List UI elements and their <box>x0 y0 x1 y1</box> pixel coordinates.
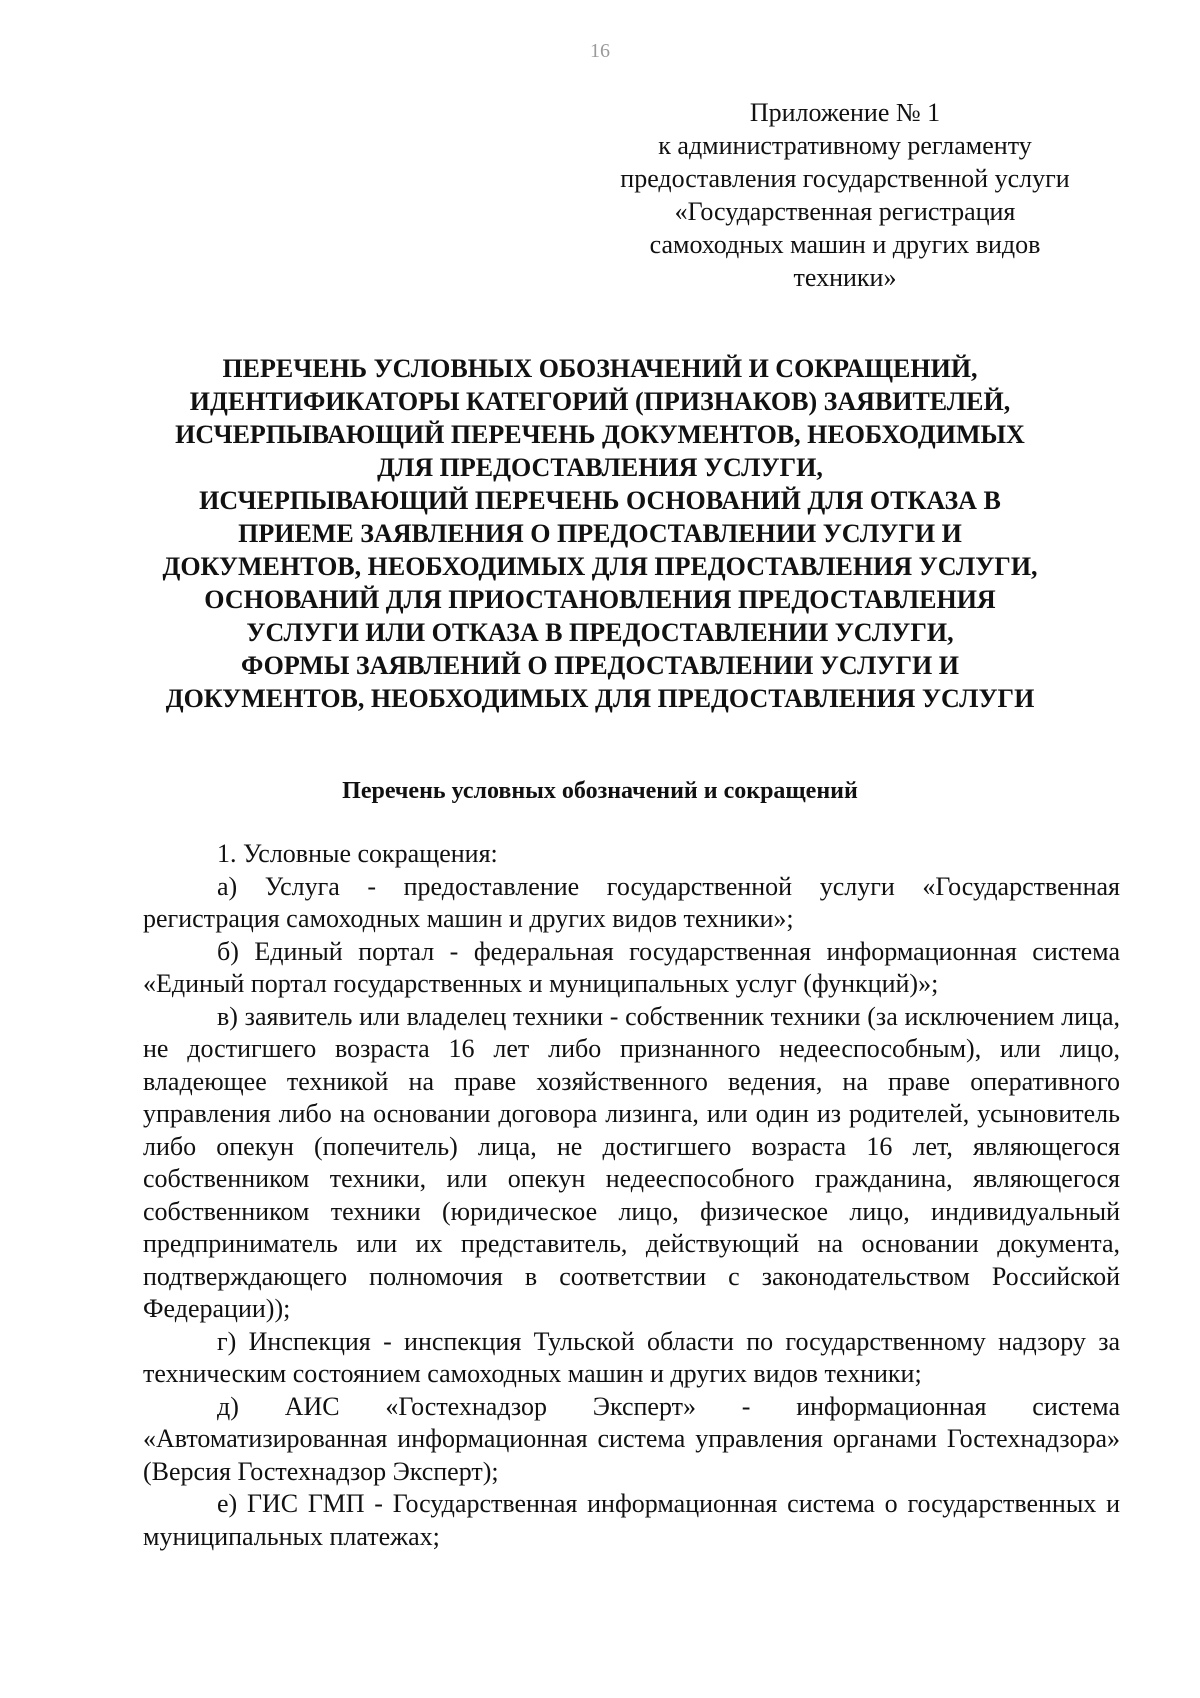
appendix-header <box>600 96 1090 294</box>
title-line: ПРИЕМЕ ЗАЯВЛЕНИЯ О ПРЕДОСТАВЛЕНИИ УСЛУГИ И <box>238 519 962 548</box>
document-body <box>143 838 1120 1553</box>
page-number: 16 <box>590 40 610 62</box>
title-line: ОСНОВАНИЙ ДЛЯ ПРИОСТАНОВЛЕНИЯ ПРЕДОСТАВЛЕНИЯ <box>204 585 996 614</box>
title-line: ИДЕНТИФИКАТОРЫ КАТЕГОРИЙ (ПРИЗНАКОВ) ЗАЯВИТЕЛЕЙ, <box>189 387 1011 416</box>
paragraph-conventional-abbreviations: 1. Условные сокращения: <box>217 839 498 868</box>
appendix-line: к административному регламенту <box>658 131 1032 160</box>
paragraph-a-service: а) Услуга - предоставление государственной услуги «Государственная регистрация самоходных машин и других видов техники»; <box>143 871 1120 933</box>
paragraph-b-unified-portal: б) Единый портал - федеральная государственная информационная система «Единый портал государственных и муниципальных услуг (функций)»; <box>143 936 1120 998</box>
title-line: ПЕРЕЧЕНЬ УСЛОВНЫХ ОБОЗНАЧЕНИЙ И СОКРАЩЕНИЙ, <box>222 354 978 383</box>
paragraph-d-ais: д) АИС «Гостехнадзор Эксперт» - информационная система «Автоматизированная информационная система управления органами Гостехнадзора» (Версия Гостехнадзор Эксперт); <box>143 1391 1120 1486</box>
appendix-line: самоходных машин и других видов <box>649 230 1041 259</box>
title-line: ДОКУМЕНТОВ, НЕОБХОДИМЫХ ДЛЯ ПРЕДОСТАВЛЕНИЯ УСЛУГИ, <box>162 552 1038 581</box>
title-line: ФОРМЫ ЗАЯВЛЕНИЙ О ПРЕДОСТАВЛЕНИИ УСЛУГИ И <box>241 651 959 680</box>
paragraph-v-applicant: в) заявитель или владелец техники - собственник техники (за исключением лица, не достигшего возраста 16 лет либо признанного недееспособным), или лицо, владеющее техникой на праве хозяйственного ведения, на праве оперативного управления либо на основании договора лизинга, или один из родителей, усыновитель либо опекун (попечитель) лица, не достигшего возраста 16 лет, являющегося собственником техники, или опекун недееспособного гражданина, являющегося собственником техники (юридическое лицо, физическое лицо, индивидуальный предприниматель или их представитель, действующий на основании документа, подтверждающего полномочия в соответствии с законодательством Российской Федерации)); <box>143 1001 1120 1323</box>
paragraph-g-inspection: г) Инспекция - инспекция Тульской области по государственному надзору за техническим состоянием самоходных машин и других видов техники; <box>143 1326 1120 1388</box>
appendix-line: Приложение № 1 <box>749 98 941 127</box>
appendix-line: предоставления государственной услуги <box>620 164 1070 193</box>
appendix-line: «Государственная регистрация <box>674 197 1016 226</box>
title-line: ДОКУМЕНТОВ, НЕОБХОДИМЫХ ДЛЯ ПРЕДОСТАВЛЕНИЯ УСЛУГИ <box>165 684 1035 713</box>
title-line: ИСЧЕРПЫВАЮЩИЙ ПЕРЕЧЕНЬ ДОКУМЕНТОВ, НЕОБХОДИМЫХ <box>175 420 1025 449</box>
section-title: Перечень условных обозначений и сокращений <box>342 778 858 804</box>
appendix-line: техники» <box>793 263 897 292</box>
title-line: ДЛЯ ПРЕДОСТАВЛЕНИЯ УСЛУГИ, <box>377 453 823 482</box>
paragraph-e-gis-gmp: е) ГИС ГМП - Государственная информационная система о государственных и муниципальных платежах; <box>143 1489 1120 1551</box>
document-title <box>60 352 1140 715</box>
title-line: УСЛУГИ ИЛИ ОТКАЗА В ПРЕДОСТАВЛЕНИИ УСЛУГИ, <box>246 618 954 647</box>
title-line: ИСЧЕРПЫВАЮЩИЙ ПЕРЕЧЕНЬ ОСНОВАНИЙ ДЛЯ ОТКАЗА В <box>199 486 1001 515</box>
